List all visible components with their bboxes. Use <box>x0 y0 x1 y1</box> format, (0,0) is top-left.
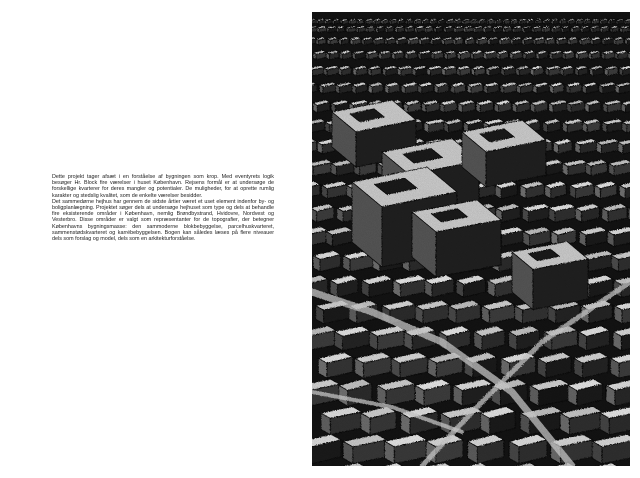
body-paragraph-1: Dette projekt tager afsæt i en forståelse af bygningen som krop. Med eventyrets logik besøger Hr. Block fire værelser i huset København. Rejsens formål er at undersøge de forskellige kvarterer for deres mangler og potentialer. De muligheder, for at oprette rumlig karakter og stedslig kvalitet, som de enkelte værelser besidder. <box>52 174 274 199</box>
left-page <box>0 0 312 478</box>
body-text-block <box>52 174 274 242</box>
right-page <box>312 12 630 466</box>
charcoal-aerial-city-drawing <box>312 12 630 466</box>
body-paragraph-2: Det sammedørne hejhus har gennem de sidste årtier været et uset element indenfor by- og boligplanlægning. Projektet søger dels at undersøge hejhuset som type og dels at behandle fire eksisterende områder i København, nemlig Brøndbystrand, Hvidovre, Nordvest og Vesterbro. Disse områder er valgt som repræsentanter for de topografier, der betegner Københavns bygningsmasse: den sammoderne blokbebyggelse, parcelhuskvarteret, sammenstødskvarteret og karrébebyggelsen. Bogen kan således læses på flere niveauer dels som forslag og model, dels som en arkitekturforståelse. <box>52 198 274 243</box>
